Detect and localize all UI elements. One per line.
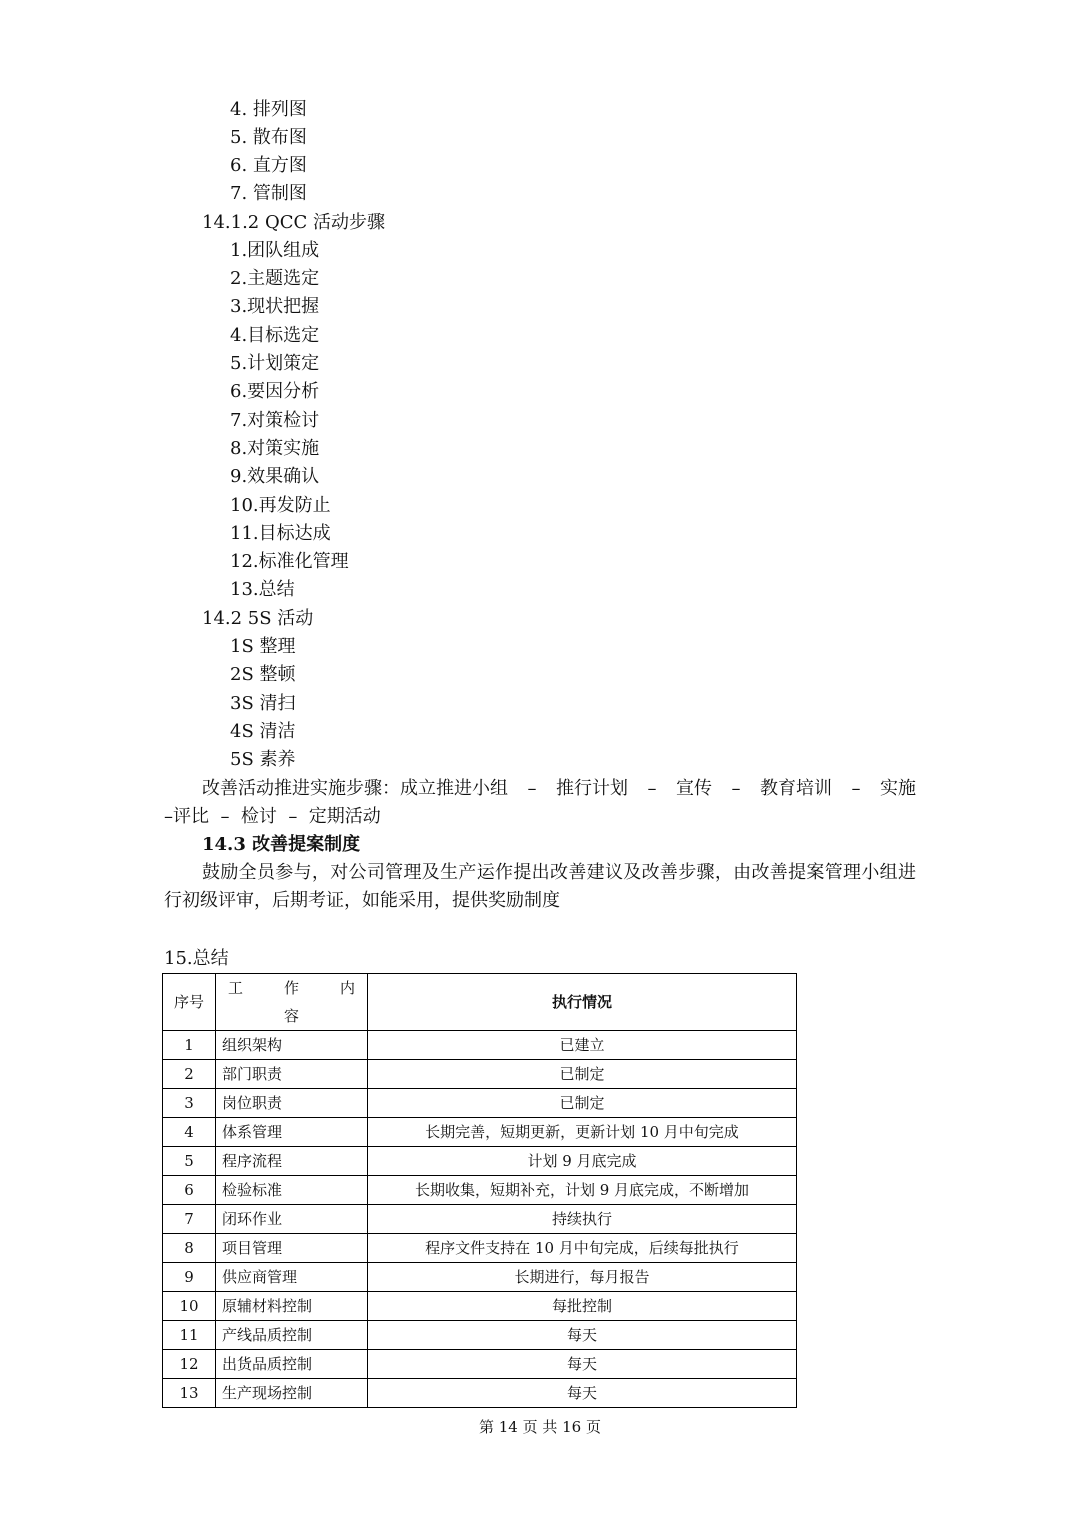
list-item: 7.对策检讨 bbox=[230, 410, 320, 431]
list-item: 2S 整顿 bbox=[230, 664, 296, 685]
list-item: 6.要因分析 bbox=[230, 381, 320, 402]
table-row: 7 闭环作业 持续执行 bbox=[163, 1205, 797, 1234]
list-item: 13.总结 bbox=[230, 579, 295, 600]
col-header-status: 执行情况 bbox=[368, 974, 797, 1031]
list-item: 9.效果确认 bbox=[230, 466, 320, 487]
list-item: 3.现状把握 bbox=[230, 296, 320, 317]
list-item: 3S 清扫 bbox=[230, 693, 296, 714]
list-item: 7. 管制图 bbox=[230, 183, 307, 204]
list-item: 8.对策实施 bbox=[230, 438, 320, 459]
col-header-no: 序号 bbox=[163, 974, 216, 1031]
table-row: 4 体系管理 长期完善，短期更新，更新计划 10 月中旬完成 bbox=[163, 1118, 797, 1147]
list-item: 4S 清洁 bbox=[230, 721, 296, 742]
list-item: 5.计划策定 bbox=[230, 353, 320, 374]
list-item: 4.目标选定 bbox=[230, 325, 320, 346]
improvement-steps-line1: 改善活动推进实施步骤：成立推进小组 – 推行计划 – 宣传 – 教育培训 – 实施 bbox=[202, 778, 916, 799]
table-row: 6 检验标准 长期收集，短期补充，计划 9 月底完成，不断增加 bbox=[163, 1176, 797, 1205]
list-item: 5S 素养 bbox=[230, 749, 296, 770]
table-row: 12 出货品质控制 每天 bbox=[163, 1350, 797, 1379]
table-row: 2 部门职责 已制定 bbox=[163, 1060, 797, 1089]
table-row: 10 原辅材料控制 每批控制 bbox=[163, 1292, 797, 1321]
table-row: 1 组织架构 已建立 bbox=[163, 1031, 797, 1060]
summary-table bbox=[162, 973, 797, 1408]
table-row: 5 程序流程 计划 9 月底完成 bbox=[163, 1147, 797, 1176]
table-row: 9 供应商管理 长期进行，每月报告 bbox=[163, 1263, 797, 1292]
improvement-steps-line2: –评比 – 检讨 – 定期活动 bbox=[164, 806, 381, 827]
section-heading-proposal: 14.3 改善提案制度 bbox=[202, 834, 361, 855]
list-item: 4. 排列图 bbox=[230, 99, 307, 120]
list-item: 10.再发防止 bbox=[230, 495, 331, 516]
table-row: 8 项目管理 程序文件支持在 10 月中旬完成，后续每批执行 bbox=[163, 1234, 797, 1263]
col-header-item: 工 作 内 容 bbox=[216, 974, 368, 1031]
list-item: 12.标准化管理 bbox=[230, 551, 349, 572]
list-item: 5. 散布图 bbox=[230, 127, 307, 148]
list-item: 1.团队组成 bbox=[230, 240, 320, 261]
section-heading-5s: 14.2 5S 活动 bbox=[202, 608, 314, 629]
table-header-row bbox=[163, 974, 797, 1031]
table-row: 13 生产现场控制 每天 bbox=[163, 1379, 797, 1408]
table-row: 11 产线品质控制 每天 bbox=[163, 1321, 797, 1350]
list-item: 1S 整理 bbox=[230, 636, 296, 657]
list-item: 2.主题选定 bbox=[230, 268, 320, 289]
page-footer: 第 14 页 共 16 页 bbox=[478, 1418, 601, 1436]
section-heading-summary: 15.总结 bbox=[164, 948, 229, 969]
table-row: 3 岗位职责 已制定 bbox=[163, 1089, 797, 1118]
list-item: 11.目标达成 bbox=[230, 523, 331, 544]
list-item: 6. 直方图 bbox=[230, 155, 307, 176]
proposal-body: 鼓励全员参与，对公司管理及生产运作提出改善建议及改善步骤，由改善提案管理小组进行初级评审，后期考证，如能采用，提供奖励制度 bbox=[164, 862, 916, 911]
section-heading-qcc-steps: 14.1.2 QCC 活动步骤 bbox=[202, 212, 385, 233]
